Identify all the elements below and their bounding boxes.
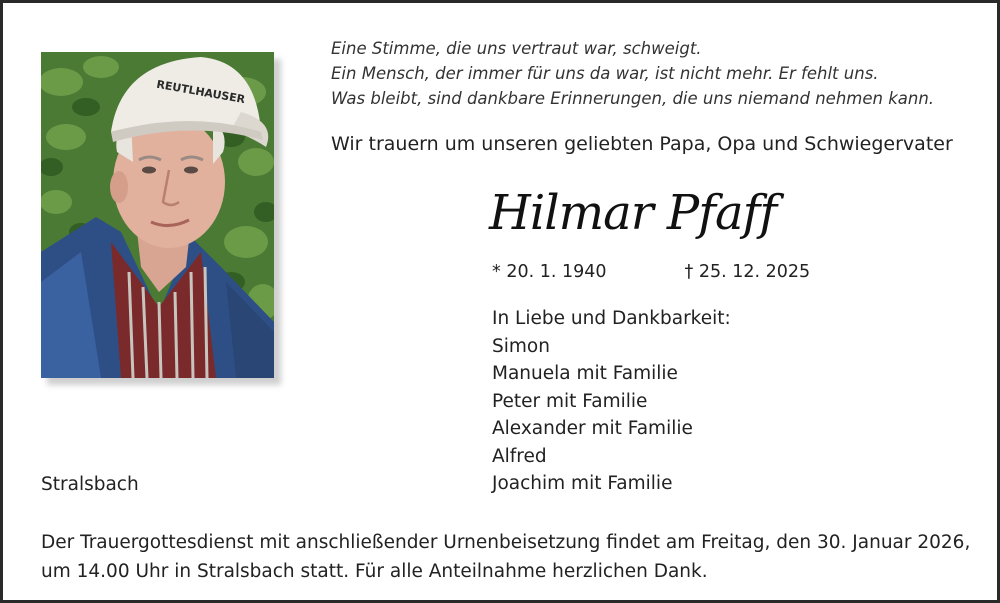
cap-lettering: REUTLHAUSER	[155, 77, 247, 107]
mourner-name: Peter mit Familie	[492, 390, 648, 412]
mourner-name: Simon	[492, 335, 550, 357]
funeral-info	[41, 528, 970, 586]
poem-line: Ein Mensch, der immer für uns da war, ist nicht mehr. Er fehlt uns.	[331, 64, 879, 83]
mourners-heading: In Liebe und Dankbarkeit:	[492, 308, 731, 329]
portrait-photo	[41, 52, 274, 378]
deceased-name: Hilmar Pfaff	[489, 185, 777, 241]
birth-date: * 20. 1. 1940	[492, 262, 607, 282]
funeral-info-line: um 14.00 Uhr in Stralsbach statt. Für alle Anteilnahme herzlichen Dank.	[41, 561, 708, 582]
poem-line: Eine Stimme, die uns vertraut war, schweigt.	[331, 39, 702, 58]
place-name: Stralsbach	[41, 474, 139, 495]
funeral-info-line: Der Trauergottesdienst mit anschließender Urnenbeisetzung findet am Freitag, den 30. Januar 2026,	[41, 532, 971, 553]
poem	[331, 36, 934, 111]
poem-line: Was bleibt, sind dankbare Erinnerungen, die uns niemand nehmen kann.	[331, 89, 935, 108]
mourner-name: Joachim mit Familie	[492, 473, 673, 494]
mourners-list	[492, 305, 731, 498]
mourning-intro: Wir trauern um unseren geliebten Papa, Opa und Schwiegervater	[331, 133, 953, 155]
mourner-name: Manuela mit Familie	[492, 363, 678, 384]
life-dates	[492, 262, 810, 282]
death-date: † 25. 12. 2025	[684, 262, 811, 282]
mourner-name: Alexander mit Familie	[492, 418, 693, 439]
mourner-name: Alfred	[492, 445, 547, 467]
